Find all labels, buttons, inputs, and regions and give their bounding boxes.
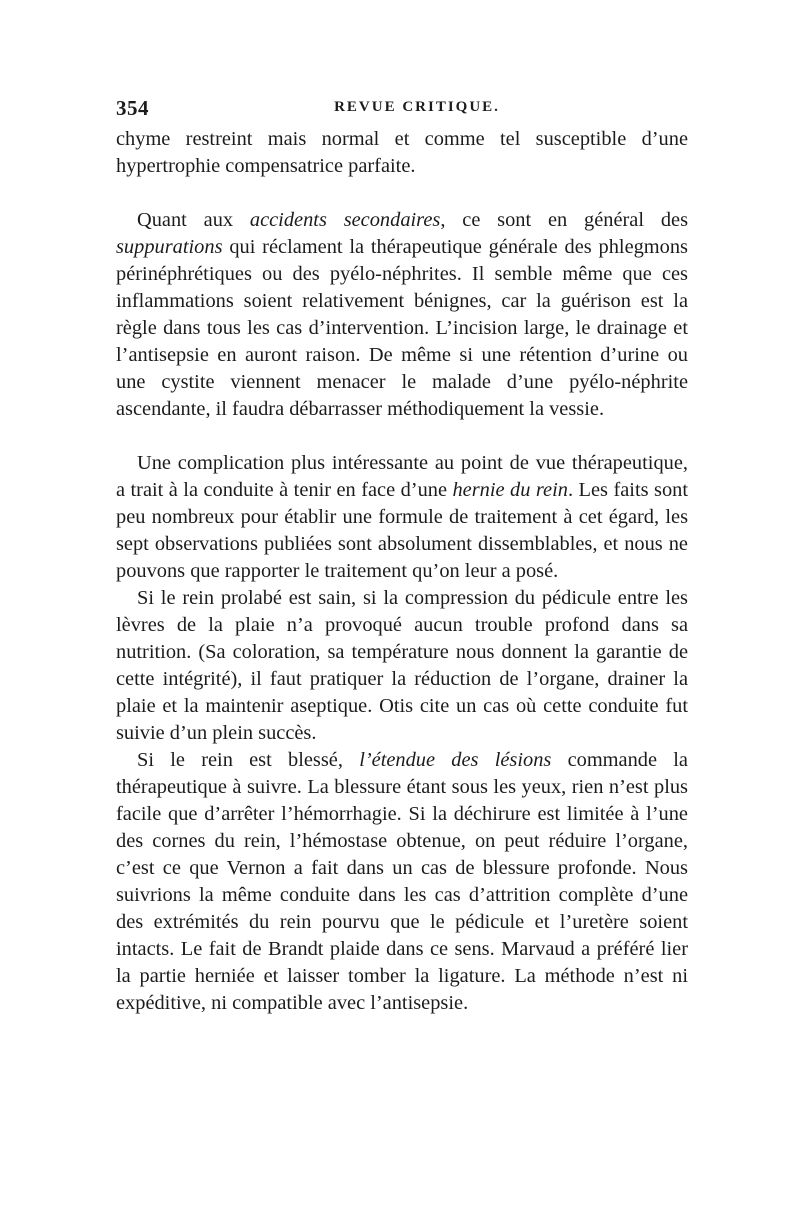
paragraph-secondary-accidents xyxy=(116,207,688,423)
italic-term-secondary-accidents: accidents secondaires xyxy=(249,209,441,231)
page-number: 354 xyxy=(116,96,149,120)
paragraph-text: commande la thérapeutique à suivre. La blessure étant sous les yeux, rien n’est plus facile que d’arrêter l’hémorrhagie. Si la déchirure est limitée à l’une des cornes du rein, l’hémostase obtenue, on peut réduire l’organe, c’est ce que Vernon a fait dans un cas de blessure profonde. Nous suivrions la même conduite dans les cas d’attrition complète d’une des extrémités du rein pourvu que le pédicule et l’uretère soient intacts. Le fait de Brandt plaide dans ce sens. Marvaud a préféré lier la partie herniée et laisser tomber la ligature. La méthode n’est ni expéditive, ni compatible avec l’antisepsie. xyxy=(116,749,688,1014)
paragraph-healthy-kidney xyxy=(116,585,688,747)
paragraph-text: Une complication plus intéressante au point de vue thérapeutique, a trait à la conduite à tenir en face d’une xyxy=(116,452,688,501)
italic-term-suppurations: suppurations xyxy=(116,236,223,258)
paragraph-text: qui réclament la thérapeutique générale des phlegmons périnéphrétiques ou des pyélo-néphrites. Il semble même que ces inflammations soient relativement bénignes, car la guérison est la règle dans tous les cas d’intervention. L’incision large, le drainage et l’antisepsie en auront raison. De même si une rétention d’urine ou une cystite viennent menacer le malade d’une pyélo-néphrite ascendante, il faudra débarrasser méthodiquement la vessie. xyxy=(116,236,688,420)
paragraph-continuation xyxy=(116,126,688,180)
body-text xyxy=(116,126,688,1017)
italic-term-lesion-extent: l’étendue des lésions xyxy=(359,749,552,771)
paragraph-text: Quant aux xyxy=(137,209,250,231)
paragraph-text: chyme restreint mais normal et comme tel susceptible d’une hypertrophie compensatrice parfaite. xyxy=(116,128,688,177)
running-header xyxy=(116,96,688,126)
paragraph-text: Si le rein prolabé est sain, si la compression du pédicule entre les lèvres de la plaie n’a provoqué aucun trouble profond dans sa nutrition. (Sa coloration, sa température nous donnent la garantie de cette intégrité), il faut pratiquer la réduction de l’organe, drainer la plaie et la maintenir aseptique. Otis cite un cas où cette conduite fut suivie d’un plein succès. xyxy=(116,587,688,744)
paragraph-injured-kidney xyxy=(116,747,688,1017)
running-title: REVUE CRITIQUE. xyxy=(334,99,500,115)
book-page xyxy=(116,96,688,1017)
paragraph-text: . Les faits sont peu nombreux pour établir une formule de traitement à cet égard, les sept observations publiées sont absolument dissemblables, et nous ne pouvons que rapporter le traitement qu’on leur a posé. xyxy=(116,479,688,582)
paragraph-text: , ce sont en général des xyxy=(440,209,689,231)
italic-term-kidney-hernia: hernie du rein xyxy=(452,479,568,501)
paragraph-kidney-hernia xyxy=(116,450,688,585)
paragraph-text: Si le rein est blessé, xyxy=(137,749,360,771)
